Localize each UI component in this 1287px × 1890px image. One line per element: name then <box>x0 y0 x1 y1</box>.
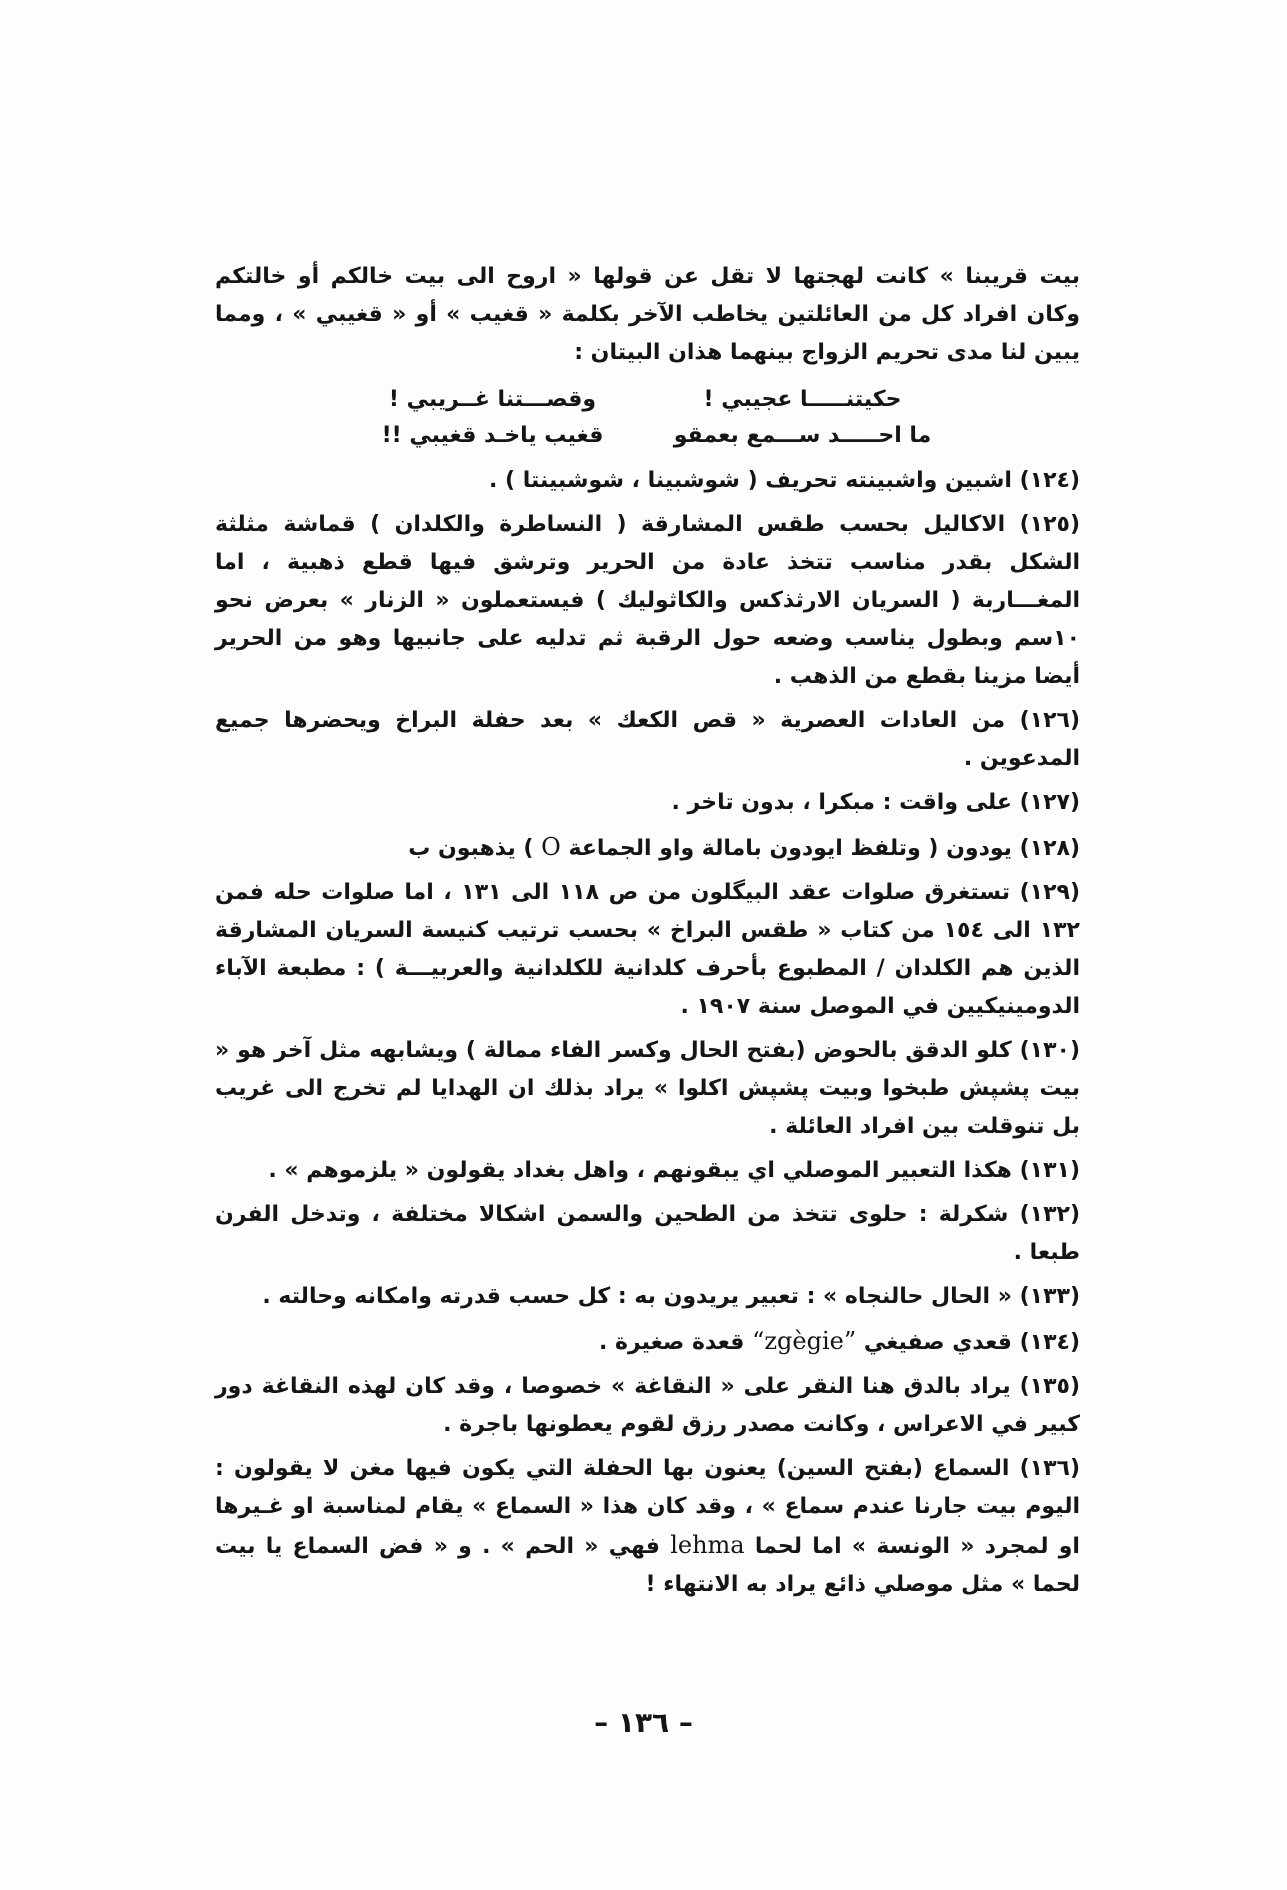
footnote-130: (١٣٠) كلو الدقق بالحوض (بفتح الحال وكسر الفاء ممالة ) ويشابهه مثل آخر هو « بيت پشپش طبخوا وبيت پشپش اكلوا » يراد بذلك ان الهدايا لم تخرج الى غريب بل تنوقلت بين افراد العائلة . <box>215 1038 1080 1139</box>
footnote-136 <box>215 1450 1080 1604</box>
footnote-134-text-start: (١٣٤) قعدي صفيغي <box>863 1330 1080 1355</box>
footnote-134-latin: “zgègie” <box>752 1327 857 1355</box>
footnote-127: (١٢٧) على واقت : مبكرا ، بدون تاخر . <box>671 790 1080 815</box>
verse-1-first-hemistich: حكيتنـــــا عجيبي ! <box>703 387 902 412</box>
footnote-125: (١٢٥) الاكاليل بحسب طقس المشارقة ( النساطرة والكلدان ) قماشة مثلثة الشكل بقدر مناسب تتخذ عادة من الحرير وترشق فيها قطع ذهبية ، اما المغـــاربة ( السريان الارثذكس والكاثوليك ) فيستعملون « الزنار » بعرض نحو ١٠سم وبطول يناسب وضعه حول الرقبة ثم تدليه على جانبيها وهو من الحرير أيضا مزينا بقطع من الذهب . <box>215 512 1080 689</box>
footnote-128-text-end: ) يذهبون ب <box>408 836 534 861</box>
footnote-124: (١٢٤) اشبين واشبينته تحريف ( شوشبينا ، شوشبينتا ) . <box>489 468 1080 493</box>
footnote-128-text-start: (١٢٨) يودون ( وتلفظ ايودون بامالة واو الجماعة <box>568 836 1080 861</box>
footnote-129: (١٢٩) تستغرق صلوات عقد البيگلون من ص ١١٨ الى ١٣١ ، اما صلوات حله فمن ١٣٢ الى ١٥٤ من كتاب « طقس البراخ » بحسب ترتيب كنيسة السريان المشارقة الذين هم الكلدان / المطبوع بأحرف كلدانية للكلدانية والعربيـــة ) : مطبعة الآباء الدومينيكيين في الموصل سنة ١٩٠٧ . <box>215 880 1080 1019</box>
footnote-128-latin: O <box>541 833 561 861</box>
footnote-133: (١٣٣) « الحال حالنجاه » : تعبير يريدون به : كل حسب قدرته وامكانه وحالته . <box>262 1284 1080 1309</box>
footnote-128 <box>215 828 1080 868</box>
footnote-136-text-start: (١٣٦) السماع (بفتح السين) يعنون بها الحفلة التي يكون فيها مغن لا يقولون : اليوم بيت جارنا عندم سماع » ، وقد كان هذا « السماع » يقام لمناسبة او غـيرها او لمجرد « الونسة » اما لحما <box>215 1456 1080 1559</box>
footnote-126: (١٢٦) من العادات العصرية « قص الكعك » بعد حفلة البراخ ويحضرها جميع المدعوين . <box>215 708 1080 771</box>
page-number: – ١٣٦ – <box>594 1706 693 1739</box>
poem-verses <box>338 382 958 454</box>
page-body <box>215 258 1080 1610</box>
footnote-134 <box>215 1322 1080 1362</box>
footnote-136-text-end: فهي « الحم » . و « فض السماع يا بيت لحما » مثل موصلي ذائع يراد به الانتهاء ! <box>215 1534 1080 1597</box>
verse-2-second-hemistich: قغيب ياخـد قغيبي !! <box>381 423 604 448</box>
footnote-134-text-end: قعدة صغيرة . <box>598 1330 745 1355</box>
verse-1-second-hemistich: وقصـــتنا غــريبي ! <box>388 387 597 412</box>
footnote-135: (١٣٥) يراد بالدق هنا النقر على « النقاغة » خصوصا ، وقد كان لهذه النقاغة دور كبير في الاعراس ، وكانت مصدر رزق لقوم يعطونها باجرة . <box>215 1374 1080 1437</box>
verse-2-first-hemistich: ما احـــــد ســـمع بعمقو <box>673 423 932 448</box>
footnote-136-latin: lehma <box>670 1531 745 1559</box>
intro-paragraph: بيت قريبنا » كانت لهجتها لا تقل عن قولها « اروح الى بيت خالكم أو خالتكم وكان افراد كل من العائلتين يخاطب الآخر بكلمة « قغيب » أو « قغيبي » ، ومما يبين لنا مدى تحريم الزواج بينهما هذان البيتان : <box>215 264 1080 365</box>
footnote-131: (١٣١) هكذا التعبير الموصلي اي يبقونهم ، واهل بغداد يقولون « يلزموهم » . <box>268 1158 1080 1183</box>
footnote-132: (١٣٢) شكرلة : حلوى تتخذ من الطحين والسمن اشكالا مختلفة ، وتدخل الفرن طبعا . <box>215 1202 1080 1265</box>
